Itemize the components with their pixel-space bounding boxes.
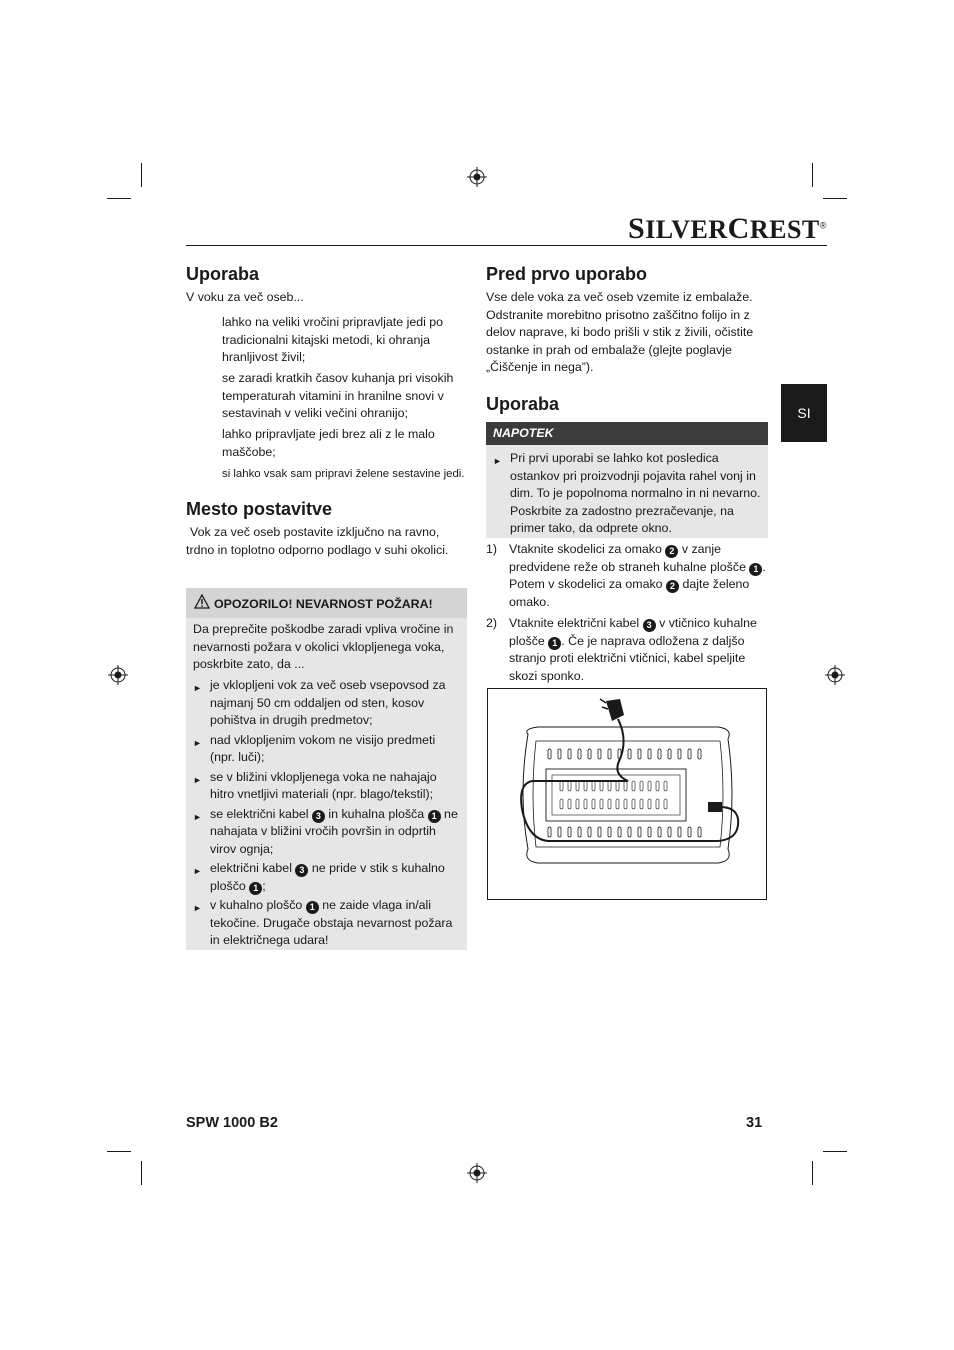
crop-mark (823, 1151, 847, 1152)
registration-mark-icon (467, 1163, 487, 1183)
ref-number-3: 3 (295, 864, 308, 877)
crop-mark (141, 1161, 142, 1185)
warning-bullet: ► se v bližini vklopljenega voka ne nahajajo hitro vnetljivi materiali (npr. blago/tekstil); (193, 769, 463, 804)
warning-bullet: ► v kuhalno ploščo 1 ne zaide vlaga in/ali tekočine. Drugače obstaja nevarnost požara in električnega udara! (193, 897, 463, 950)
ref-number-1: 1 (249, 882, 262, 895)
registration-mark-icon (108, 665, 128, 685)
uporaba-item: lahko pripravljate jedi brez ali z le malo maščobe; (222, 427, 435, 459)
bullet-arrow-icon: ► (193, 866, 202, 876)
uporaba-intro: V voku za več oseb... (186, 290, 304, 304)
step-2: 2) Vtaknite električni kabel 3 v vtičnico kuhalne plošče 1 . Če je naprava odložena z daljšo stranjo proti električni vtičnici, kabel speljite skozi sponko. (486, 616, 757, 683)
crop-mark (823, 198, 847, 199)
warning-intro: Da preprečite poškodbe zaradi vpliva vročine in nevarnosti požara v okolici vklopljenega voka, poskrbite zato, da ... (193, 622, 454, 671)
warning-title: OPOZORILO! NEVARNOST POŽARA! (214, 597, 433, 611)
ref-number-1: 1 (428, 810, 441, 823)
bullet-arrow-icon: ► (493, 456, 502, 466)
warning-bullet: ► električni kabel 3 ne pride v stik s kuhalno ploščo 1 ; (193, 860, 463, 895)
warning-bullet: ► nad vklopljenim vokom ne visijo predmeti (npr. luči); (193, 732, 463, 767)
bullet-arrow-icon: ► (193, 774, 202, 785)
section-heading-uporaba-right: Uporaba (486, 394, 560, 414)
page-number: 31 (746, 1115, 763, 1131)
warning-triangle-icon (194, 594, 210, 609)
crop-mark (141, 163, 142, 187)
warning-box (186, 588, 467, 950)
header-rule (186, 245, 827, 246)
warning-header (186, 588, 467, 618)
registration-mark-icon (825, 665, 845, 685)
ref-number-2: 2 (665, 545, 678, 558)
ref-number-2: 2 (666, 580, 679, 593)
ref-number-3: 3 (312, 810, 325, 823)
warning-bullet: ► je vklopljeni vok za več oseb vsepovsod za najmanj 50 cm oddaljen od sten, kosov pohištva in drugih predmetov; (193, 677, 463, 730)
bullet-arrow-icon: ► (193, 737, 202, 748)
uporaba-item: se zaradi kratkih časov kuhanja pri visokih temperaturah vitamini in hranilne snovi v sestavinah v veliki večini ohranijo; (222, 371, 454, 420)
crop-mark (812, 1161, 813, 1185)
section-heading-pred-prvo-uporabo: Pred prvo uporabo (486, 264, 648, 284)
ref-number-1: 1 (306, 901, 319, 914)
mesto-text: Vok za več oseb postavite izključno na ravno, trdno in toplotno odporno podlago v suhi okolici. (186, 525, 449, 557)
uporaba-item: si lahko vsak sam pripravi želene sestavine jedi. (222, 468, 465, 480)
language-tab: SI (781, 384, 827, 442)
section-heading-uporaba: Uporaba (186, 264, 260, 284)
registration-mark-icon (467, 167, 487, 187)
ref-number-1: 1 (749, 563, 762, 576)
bullet-arrow-icon: ► (193, 683, 202, 693)
pred-text: Vse dele voka za več oseb vzemite iz embalaže. Odstranite morebitno prisotno zaščitno folijo in z delov naprave, ki bodo prišli v stik z živili, očistite ostanke in prah od embalaže (glejte poglavje „Čiščenje in nega”). (486, 290, 754, 374)
footer-model: SPW 1000 B2 (186, 1115, 278, 1131)
bullet-arrow-icon: ► (193, 811, 202, 822)
wok-base-drawing (488, 689, 766, 899)
ref-number-3: 3 (643, 619, 656, 632)
bullet-arrow-icon: ► (193, 903, 202, 913)
uporaba-item: lahko na veliki vročini pripravljate jedi po tradicionalni kitajski metodi, ki ohranja hranljivost živil; (222, 315, 444, 364)
crop-mark (107, 198, 131, 199)
brand-logo: SILVERCREST® (628, 212, 827, 245)
note-box (486, 445, 768, 538)
warning-bullet: ► se električni kabel 3 in kuhalna plošča 1 ne nahajata v bližini vročih površin in odprtih virov ognja; (193, 806, 463, 859)
crop-mark (812, 163, 813, 187)
note-bullet: ► Pri prvi uporabi se lahko kot posledica ostankov pri proizvodnji pojavita rahel vonj in dim. To je popolnoma normalno in ni nevarno. Poskrbite za zadostno prezračevanje, na primer tako, da odprete okno. (493, 450, 761, 540)
section-heading-mesto: Mesto postavitve (186, 499, 333, 519)
crop-mark (107, 1151, 131, 1152)
warning-bullets (193, 677, 463, 952)
step-1: 1) Vtaknite skodelici za omako 2 v zanje predvidene reže ob straneh kuhalne plošče 1 . Potem v skodelici za omako 2 dajte želeno omako. (486, 542, 766, 609)
wok-cable-illustration (487, 688, 767, 900)
ref-number-1: 1 (548, 637, 561, 650)
note-header: NAPOTEK (486, 422, 768, 445)
